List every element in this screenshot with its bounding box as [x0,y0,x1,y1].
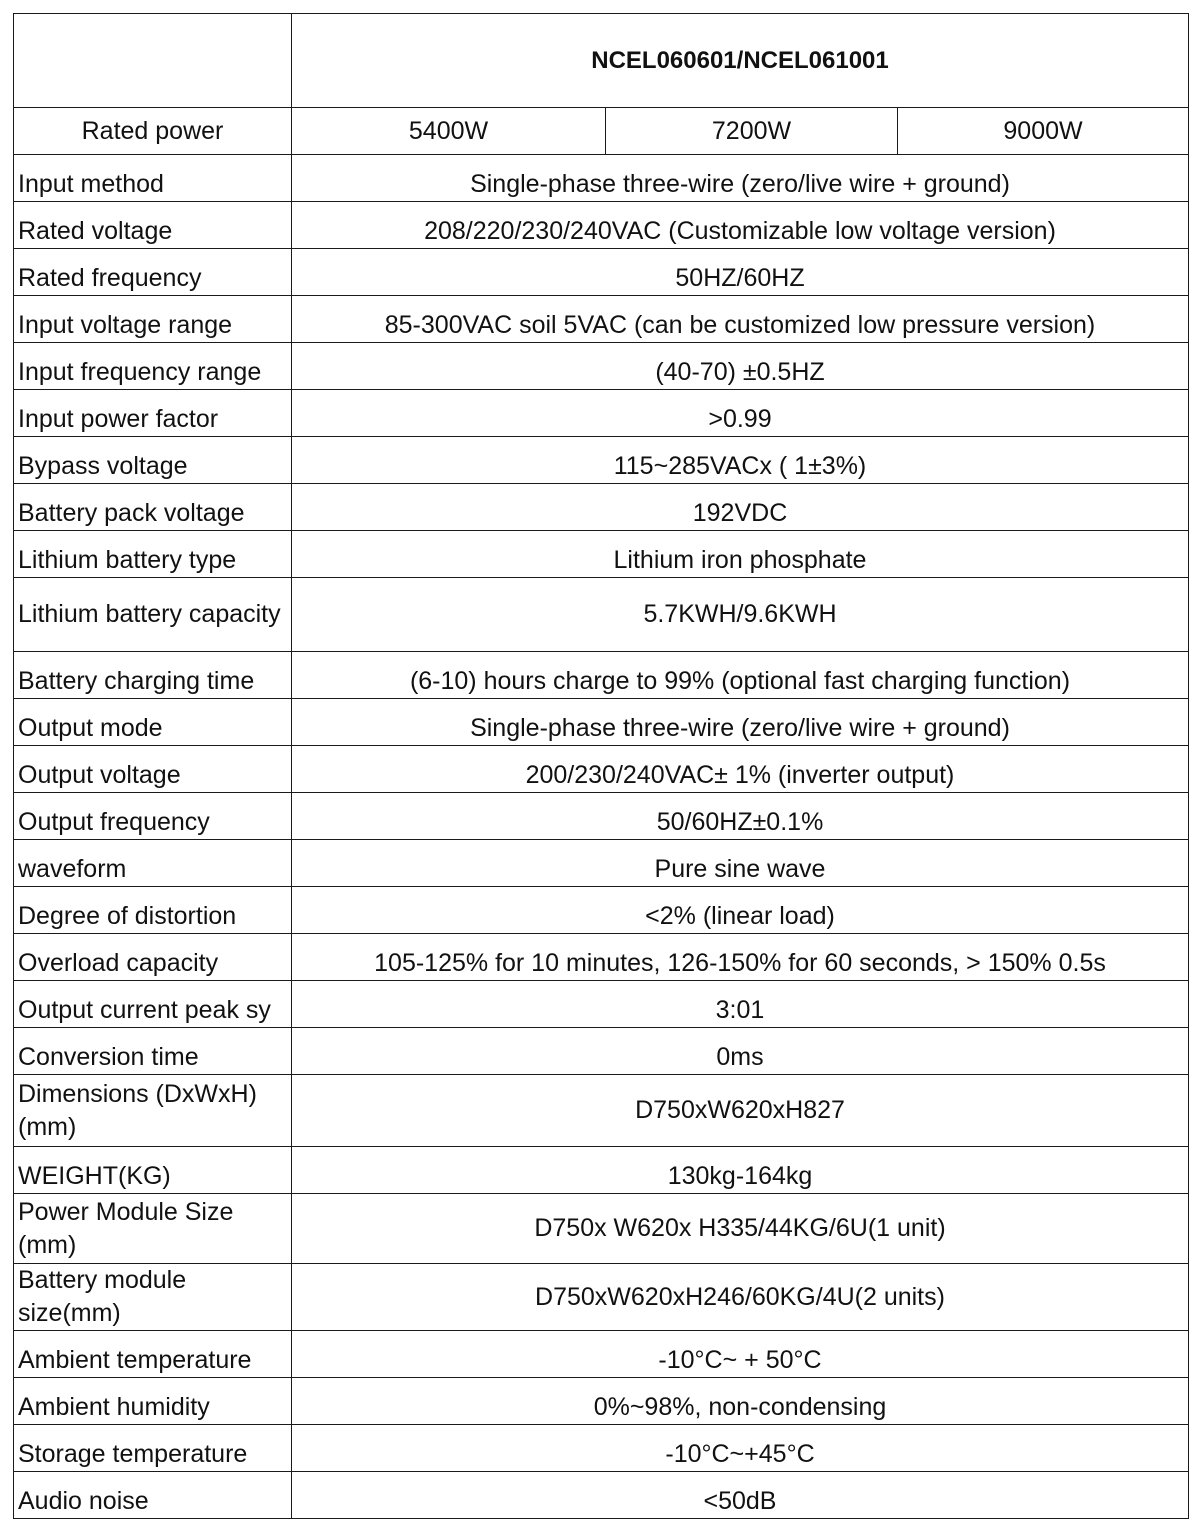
spec-label: Lithium battery type [14,531,292,578]
spec-label: Dimensions (DxWxH) (mm) [14,1075,292,1147]
spec-value: Pure sine wave [292,840,1189,887]
spec-label: Battery charging time [14,652,292,699]
spec-value: 105-125% for 10 minutes, 126-150% for 60 seconds, > 150% 0.5s [292,934,1189,981]
spec-label: Output voltage [14,746,292,793]
spec-label: Input method [14,155,292,202]
spec-value: D750xW620xH246/60KG/4U(2 units) [292,1264,1189,1331]
rated-power-9000w: 9000W [898,108,1189,155]
spec-row-lithium-battery-type [14,531,1189,578]
spec-value: 50HZ/60HZ [292,249,1189,296]
spec-row-ambient-temperature [14,1331,1189,1378]
spec-label: Lithium battery capacity [14,578,292,652]
spec-row-waveform [14,840,1189,887]
spec-value: 0ms [292,1028,1189,1075]
spec-row-output-voltage [14,746,1189,793]
spec-label: Input power factor [14,390,292,437]
spec-value: 85-300VAC soil 5VAC (can be customized low pressure version) [292,296,1189,343]
spec-value: -10°C~ + 50°C [292,1331,1189,1378]
spec-row-input-frequency-range [14,343,1189,390]
rated-power-label: Rated power [14,108,292,155]
rated-power-row [14,108,1189,155]
spec-value: 208/220/230/240VAC (Customizable low voltage version) [292,202,1189,249]
spec-row-rated-voltage [14,202,1189,249]
spec-value: Single-phase three-wire (zero/live wire + ground) [292,155,1189,202]
spec-row-bypass-voltage [14,437,1189,484]
spec-value: (6-10) hours charge to 99% (optional fast charging function) [292,652,1189,699]
spec-value: 130kg-164kg [292,1147,1189,1194]
spec-value: Single-phase three-wire (zero/live wire + ground) [292,699,1189,746]
spec-label: Input frequency range [14,343,292,390]
spec-label: Output mode [14,699,292,746]
spec-value: -10°C~+45°C [292,1425,1189,1472]
spec-value: 192VDC [292,484,1189,531]
spec-row-input-voltage-range [14,296,1189,343]
spec-label: Input voltage range [14,296,292,343]
spec-value: D750xW620xH827 [292,1075,1189,1147]
spec-row-output-current-peak [14,981,1189,1028]
model-name: NCEL060601/NCEL061001 [292,14,1189,108]
spec-label: Ambient temperature [14,1331,292,1378]
spec-value: 3:01 [292,981,1189,1028]
spec-row-battery-module-size [14,1264,1189,1331]
spec-row-weight [14,1147,1189,1194]
spec-value: 115~285VACx ( 1±3%) [292,437,1189,484]
rated-power-5400w: 5400W [292,108,606,155]
spec-row-rated-frequency [14,249,1189,296]
header-blank-cell [14,14,292,108]
spec-label: Battery module size(mm) [14,1264,292,1331]
spec-label: Degree of distortion [14,887,292,934]
spec-table [13,13,1189,1519]
spec-row-power-module-size [14,1194,1189,1264]
spec-value: D750x W620x H335/44KG/6U(1 unit) [292,1194,1189,1264]
spec-value: 0%~98%, non-condensing [292,1378,1189,1425]
header-row [14,14,1189,108]
spec-value: >0.99 [292,390,1189,437]
spec-row-degree-of-distortion [14,887,1189,934]
spec-value: 5.7KWH/9.6KWH [292,578,1189,652]
spec-row-battery-charging-time [14,652,1189,699]
spec-row-battery-pack-voltage [14,484,1189,531]
spec-row-conversion-time [14,1028,1189,1075]
spec-value: Lithium iron phosphate [292,531,1189,578]
spec-row-input-method [14,155,1189,202]
spec-label: Overload capacity [14,934,292,981]
spec-value: 200/230/240VAC± 1% (inverter output) [292,746,1189,793]
spec-label: Conversion time [14,1028,292,1075]
spec-label: Rated frequency [14,249,292,296]
spec-row-ambient-humidity [14,1378,1189,1425]
spec-label: WEIGHT(KG) [14,1147,292,1194]
spec-label: waveform [14,840,292,887]
spec-row-output-mode [14,699,1189,746]
spec-value: <50dB [292,1472,1189,1519]
spec-row-dimensions [14,1075,1189,1147]
spec-label: Output frequency [14,793,292,840]
spec-row-lithium-battery-capacity [14,578,1189,652]
spec-label: Storage temperature [14,1425,292,1472]
spec-row-storage-temperature [14,1425,1189,1472]
spec-label: Battery pack voltage [14,484,292,531]
spec-row-audio-noise [14,1472,1189,1519]
spec-label: Rated voltage [14,202,292,249]
spec-row-input-power-factor [14,390,1189,437]
spec-row-output-frequency [14,793,1189,840]
spec-label: Audio noise [14,1472,292,1519]
rated-power-7200w: 7200W [606,108,898,155]
spec-row-overload-capacity [14,934,1189,981]
spec-label: Output current peak sy [14,981,292,1028]
spec-value: <2% (linear load) [292,887,1189,934]
spec-value: (40-70) ±0.5HZ [292,343,1189,390]
spec-label: Ambient humidity [14,1378,292,1425]
spec-label: Power Module Size (mm) [14,1194,292,1264]
spec-value: 50/60HZ±0.1% [292,793,1189,840]
spec-label: Bypass voltage [14,437,292,484]
